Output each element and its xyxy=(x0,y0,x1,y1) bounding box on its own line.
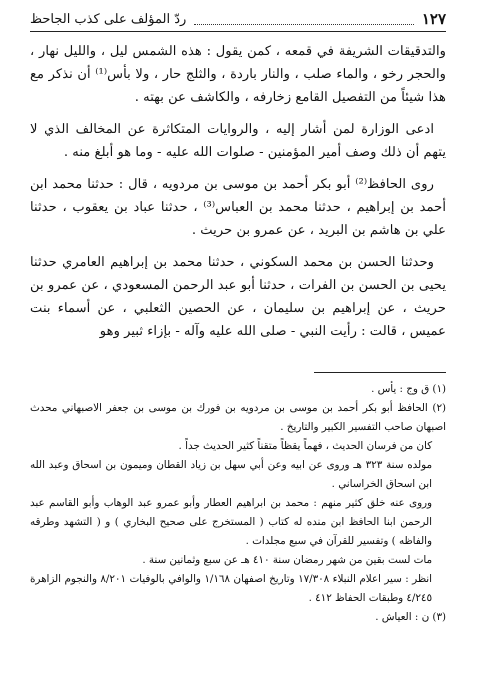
footnote-2-intro: (٢) الحافظ أبو بكر أحمد بن موسى بن مردويه بن فورك بن موسى بن جعفر الاصبهاني محدث اصبهان صاحب التفسير الكبير والتاريخ . xyxy=(30,402,446,433)
footnote-2-students: وروى عنه خلق كثير منهم : محمد بن ابراهيم العطار وأبو عمرو عبد الوهاب وأبو القاسم عبد الرحمن ابنا الحافظ ابن منده له كتاب ( المستخرج على صحيح البخاري ) و ( التشهد وطرقه والفاظه ) وتفسير للقرآن في سبع مجلدات . xyxy=(30,497,432,547)
paragraph-1: والتدقيقات الشريفة في قمعه ، كمن يقول : هذه الشمس ليل ، والليل نهار ، والحجر رخو ، والماء صلب ، والنار باردة ، والثلج حار ، ولا بأس⁽¹⁾ أن نذكر مع هذا شيئاً من التفصيل القامع زخارفه ، والكاشف عن بهته . xyxy=(30,44,446,105)
footnote-2-birth: مولده سنة ٣٢٣ هـ وروى عن ابيه وعن أبي سهل بن زياد القطان وميمون بن اسحاق وعبد الله ابن اسحاق الخراساني . xyxy=(30,459,432,490)
header-rule xyxy=(30,31,446,32)
page-number: ١٢٧ xyxy=(421,10,446,28)
footnote-2-death: مات لست بقين من شهر رمضان سنة ٤١٠ هـ عن سبع وثمانين سنة . xyxy=(142,554,432,566)
main-text xyxy=(30,40,446,352)
paragraph-4: وحدثنا الحسن بن محمد السكوني ، حدثنا محمد بن إبراهيم العامري حدثنا يحيى بن الحسن بن الفرات ، حدثنا أبو عبد الرحمن المسعودي ، عن عمرو بن حريث ، عن إبراهيم بن سليمان ، عن الحصين الثعلبي ، عن أسماء بنت عميس ، قالت : رأيت النبي - صلى الله عليه وآله - بإزاء ثبير وهو xyxy=(30,255,446,339)
running-header xyxy=(30,8,446,30)
paragraph-2: ادعى الوزارة لمن أشار إليه ، والروايات المتكاثرة عن المخالف الذي لا يتهم أن ذلك وصف أمير المؤمنين - صلوات الله عليه - وما هو أبلغ منه . xyxy=(30,122,446,160)
footnote-2-praise: كان من فرسان الحديث ، فهماً يقظاً متقناً كثير الحديث جداً . xyxy=(178,440,432,452)
footnote-2-sources: انظر : سير اعلام النبلاء ١٧/٣٠٨ وتاريخ اصفهان ١/١٦٨ والوافي بالوفيات ٨/٢٠١ والنجوم الزاهرة ٤/٢٤٥ وطبقات الحفاظ ٤١٢ . xyxy=(30,573,433,604)
header-title: ردّ المؤلف على كذب الجاحظ xyxy=(30,11,187,27)
footnote-1: (١) ق وج : يأس . xyxy=(371,383,446,395)
paragraph-3: روى الحافظ⁽²⁾ أبو بكر أحمد بن موسى بن مردويه ، قال : حدثنا محمد ابن أحمد بن إبراهيم ، حدثنا محمد بن العباس⁽³⁾ ، حدثنا عباد بن يعقوب ، حدثنا علي بن هاشم بن البريد ، عن عمرو بن حريث . xyxy=(30,177,446,238)
footnote-separator xyxy=(314,372,446,373)
footnotes xyxy=(30,380,446,627)
header-dot-leader xyxy=(194,14,414,25)
footnote-3: (٣) ن : العياش . xyxy=(375,611,446,623)
